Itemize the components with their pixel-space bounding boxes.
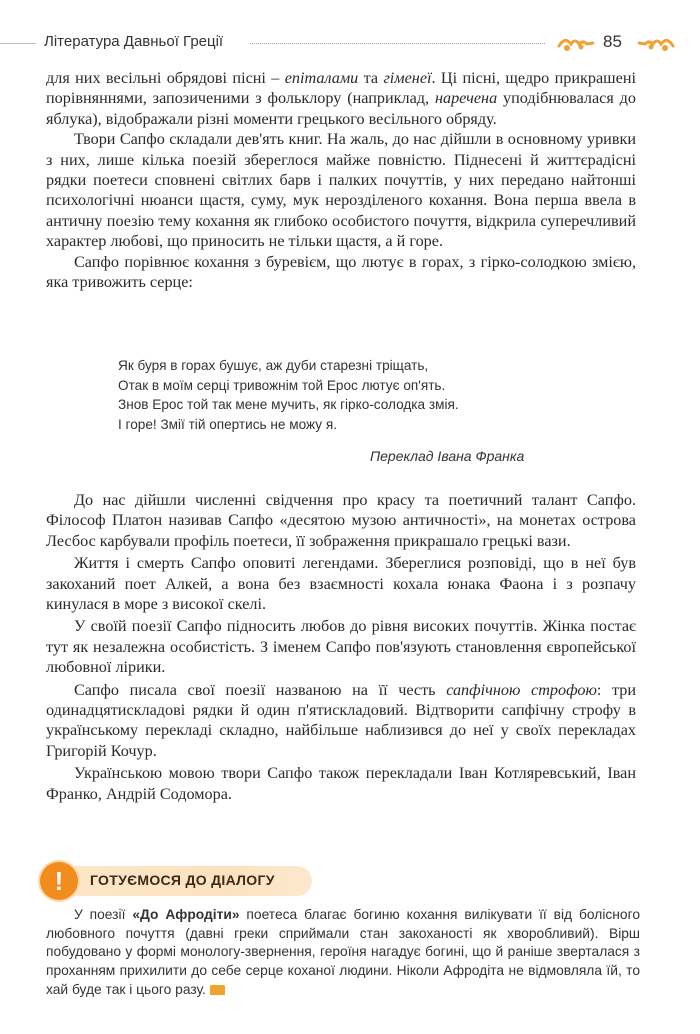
paragraph-1 <box>46 68 636 129</box>
poem-line: Отак в моїм серці тривожнім той Ерос лютує оп'ять. <box>118 377 446 393</box>
poem-excerpt <box>118 356 578 434</box>
p1-text-a: для них весільні обрядові пісні – <box>46 69 285 87</box>
p1-text-g: уподібнювалася до яблука), відображали різні моменти грецького весільного обряду. <box>46 89 636 128</box>
paragraph-2: Твори Сапфо складали дев'ять книг. На жаль, до нас дійшли в основному уривки з них, лише кілька поезій збереглося майже повністю. Піднесені й життєрадісні рядки поетеси сповнені світлих барв і палких почуттів, у них передано найтонші психологічні нюанси щастя, суму, мук нерозділеного кохання. Вона перша ввела в античну поезію тему кохання як глибоко особистого почуття, відкрила суперечливий характер любові, що приносить не тільки щастя, а й горе. <box>46 130 636 251</box>
poem-title-to-aphrodite: «До Афродіти» <box>132 907 240 922</box>
paragraph-4: До нас дійшли численні свідчення про красу та поетичний талант Сапфо. Філософ Платон називав Сапфо «десятою музою античності», на монетах острова Лесбос карбували профіль поетеси, її зображення прикрашало грецькі вази. <box>46 491 636 550</box>
poem-line: І горе! Змії тій опертись не можу я. <box>118 416 337 432</box>
header-lead-line <box>0 43 36 44</box>
p1-text-c: та <box>358 69 384 87</box>
paragraph-6: У своїй поезії Сапфо підносить любов до рівня високих почуттів. Жінка постає тут як незалежна особистість. З іменем Сапфо пов'язують становлення європейської любовної лірики. <box>46 617 636 677</box>
p7-text-a: Сапфо писала свої поезії названою на її честь <box>74 680 447 699</box>
dialog-section-title: ГОТУЄМОСЯ ДО ДІАЛОГУ <box>90 872 275 888</box>
dialog-section-text <box>46 906 640 1000</box>
term-bride: наречена <box>434 89 498 108</box>
ornament-right-icon <box>637 32 675 54</box>
running-title: Література Давньої Греції <box>44 33 224 50</box>
dialog-paragraph <box>46 906 640 1000</box>
poem-line: Знов Ерос той так мене мучить, як гірко-солодка змія. <box>118 397 459 413</box>
term-epithalamia: епіталами <box>284 69 359 87</box>
page-header <box>0 30 700 58</box>
header-rule <box>250 43 545 45</box>
term-sapphic-stanza: сапфічною строфою <box>446 680 597 699</box>
paragraph-7 <box>46 680 636 762</box>
translator-credit: Переклад Івана Франка <box>370 448 525 464</box>
p1-text-e: . Ці пісні, щедро прикрашені порівняннями, запозиченими з фольклору (наприклад, <box>46 69 636 108</box>
book-icon <box>210 985 225 995</box>
ornament-left-icon <box>557 32 595 54</box>
exclamation-icon: ! <box>40 862 78 900</box>
dialog-text-a: У поезії <box>74 907 133 922</box>
term-hymenaei: гіменеї <box>383 69 432 87</box>
main-text-bottom <box>46 490 636 806</box>
dialog-text-c: поетеса благає богиню кохання вилікувати її від болісного любовного почуття (давні греки сприймали стан закоханості як хворобливий). Вірш побудовано у формі монологу-звернення, героїня нагадує богині, що й раніше зверталася з проханням прихилити до себе серце коханої людини. Ніколи Афродіта не відмовляла їй, то хай буде так і цього разу. <box>46 907 640 997</box>
paragraph-8: Українською мовою твори Сапфо також перекладали Іван Котляревський, Іван Франко, Андрій Содомора. <box>46 764 636 803</box>
page-number: 85 <box>603 32 622 51</box>
main-text-top <box>46 68 636 292</box>
poem-line: Як буря в горах бушує, аж дуби старезні тріщать, <box>118 358 429 373</box>
paragraph-3: Сапфо порівнює кохання з буревієм, що лютує в горах, з гірко-солодкою змією, яка тривожить серце: <box>46 252 636 292</box>
p7-text-c: : три одинадцятискладові рядки й один п'ятискладовий. Відтворити сапфічну строфу в українському перекладі складно, найбільше наблизився до неї у своїх перекладах Григорій Кочур. <box>46 680 636 760</box>
paragraph-5: Життя і смерть Сапфо оповиті легендами. Збереглися розповіді, що в неї був закоханий поет Алкей, а вона без взаємності кохала юнака Фаона і з розпачу кинулася в море з високої скелі. <box>46 554 636 614</box>
